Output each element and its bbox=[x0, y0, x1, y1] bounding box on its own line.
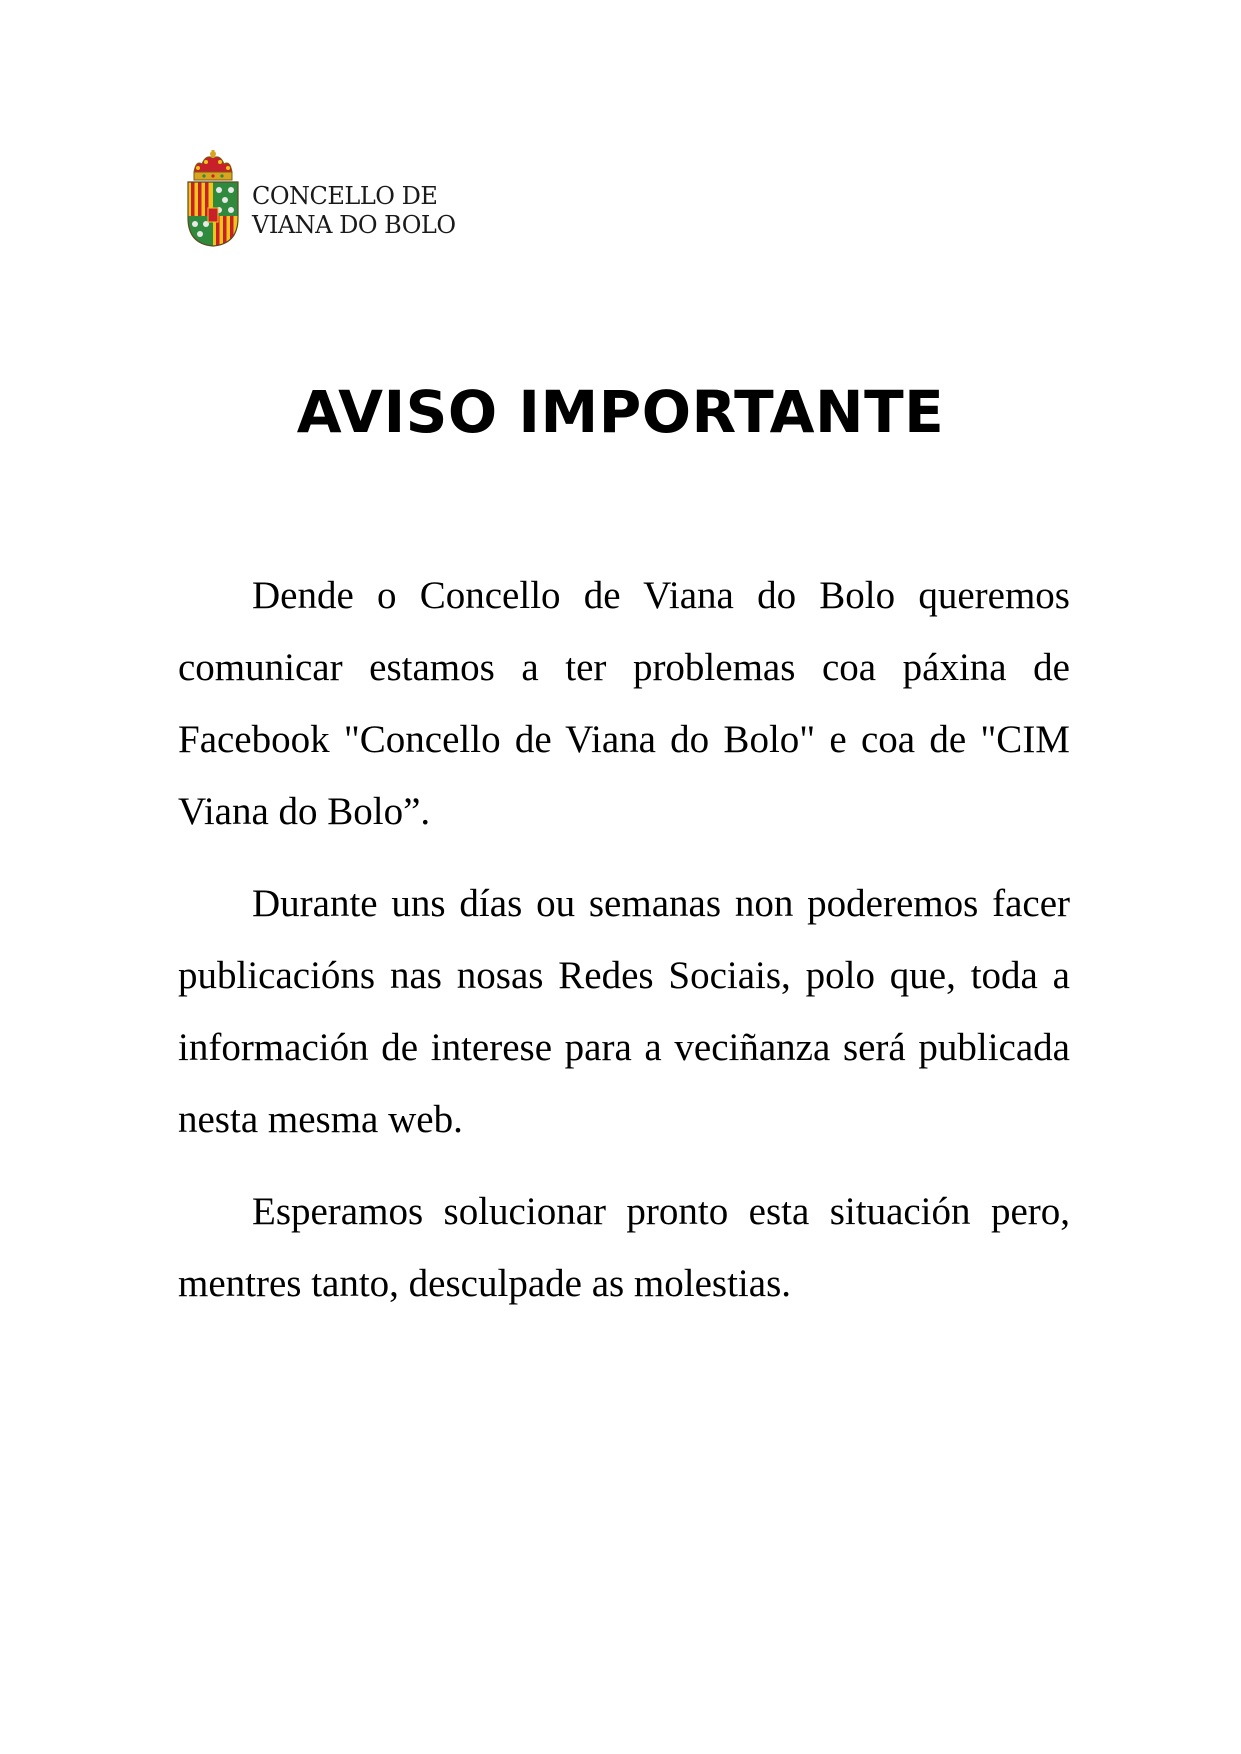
paragraph-2: Durante uns días ou semanas non poderemos facer publicacións nas nosas Redes Sociais, polo que, toda a información de interese para a veciñanza será publicada nesta mesma web. bbox=[178, 882, 1070, 1141]
notice-body bbox=[178, 560, 1070, 1340]
paragraph-3: Esperamos solucionar pronto esta situación pero, mentres tanto, desculpade as molestias. bbox=[178, 1190, 1070, 1305]
organization-name-line-2: VIANA DO BOLO bbox=[252, 211, 456, 239]
crown-icon bbox=[194, 150, 232, 180]
letterhead bbox=[186, 150, 456, 248]
notice-title: AVISO IMPORTANTE bbox=[296, 378, 945, 446]
paragraph-1: Dende o Concello de Viana do Bolo queremos comunicar estamos a ter problemas coa páxina de Facebook "Concello de Viana do Bolo" e coa de "CIM Viana do Bolo”. bbox=[178, 574, 1070, 833]
shield-icon bbox=[188, 182, 238, 248]
organization-name bbox=[252, 182, 456, 240]
organization-name-line-1: CONCELLO DE bbox=[252, 182, 438, 210]
municipal-coat-of-arms-icon bbox=[186, 150, 240, 248]
